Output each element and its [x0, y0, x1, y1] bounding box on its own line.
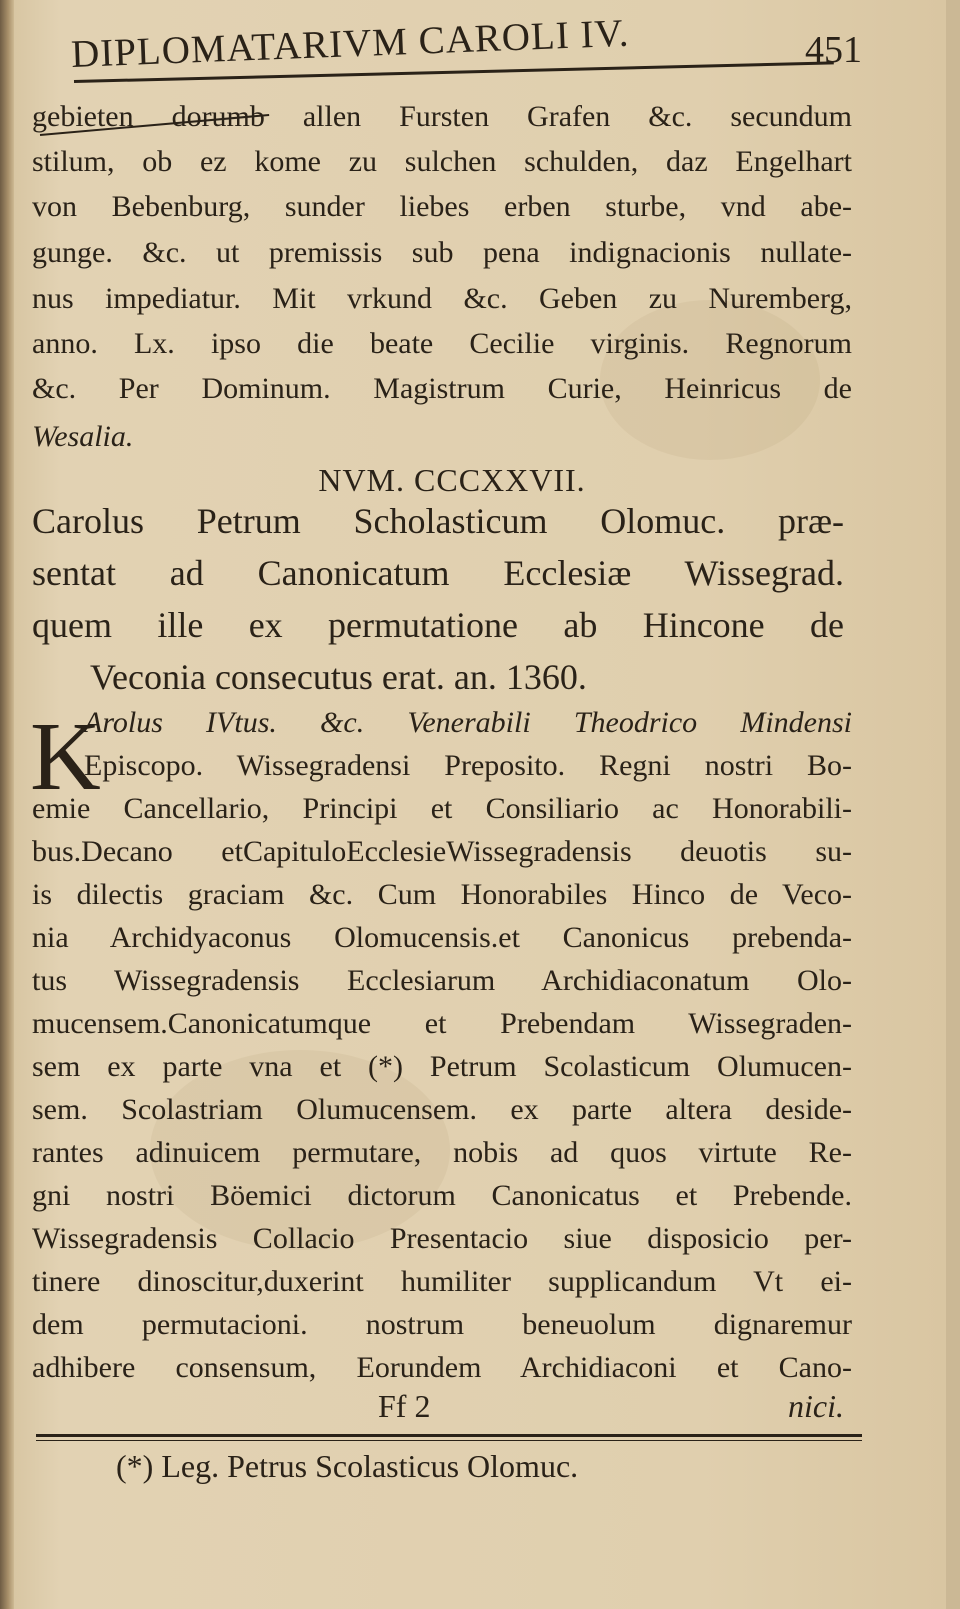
body-line: sem ex parte vna et (*) Petrum Scolasticum Olumucen-: [32, 1050, 852, 1083]
drop-initial: K: [30, 703, 101, 811]
catchword: nici.: [788, 1388, 844, 1424]
body-line: tinere dinoscitur,duxerint humiliter supplicandum Vt ei-: [32, 1265, 852, 1298]
body-line: is dilectis graciam &c. Cum Honorabiles Hinco de Veco-: [32, 878, 852, 911]
running-head-title: DIPLOMATARIVM CAROLI IV.: [70, 11, 631, 77]
body-line: nia Archidyaconus Olomucensis.et Canonicus prebenda-: [32, 921, 852, 954]
summary-line: quem ille ex permutatione ab Hincone de: [32, 605, 844, 645]
body-line: Episcopo. Wissegradensi Preposito. Regni nostri Bo-: [84, 749, 852, 782]
text-line: gunge. &c. ut premissis sub pena indignacionis nullate-: [32, 236, 852, 269]
body-line: dem permutacioni. nostrum beneuolum dignaremur: [32, 1308, 852, 1341]
footnote-rule: [36, 1434, 862, 1437]
signature-mark: Ff 2: [378, 1388, 431, 1424]
summary-line: sentat ad Canonicatum Ecclesiæ Wissegrad.: [32, 553, 844, 593]
text-line: nus impediatur. Mit vrkund &c. Geben zu Nuremberg,: [32, 282, 852, 315]
text-line: stilum, ob ez kome zu sulchen schulden, daz Engelhart: [32, 145, 852, 178]
text-line: &c. Per Dominum. Magistrum Curie, Heinricus de: [32, 372, 852, 405]
body-line: Arolus IVtus. &c. Venerabili Theodrico Mindensi: [84, 706, 852, 739]
binding-gutter: [0, 0, 14, 1609]
body-line: rantes adinuicem permutare, nobis ad quos virtute Re-: [32, 1136, 852, 1169]
text-line: anno. Lx. ipso die beate Cecilie virginis. Regnorum: [32, 327, 852, 360]
text-line: gebieten dorumb allen Fursten Grafen &c. secundum: [32, 100, 852, 133]
summary-line: Veconia consecutus erat. an. 1360.: [90, 657, 587, 697]
body-line: Wissegradensis Collacio Presentacio siue disposicio per-: [32, 1222, 852, 1255]
body-line: tus Wissegradensis Ecclesiarum Archidiaconatum Olo-: [32, 964, 852, 997]
body-line: mucensem.Canonicatumque et Prebendam Wissegraden-: [32, 1007, 852, 1040]
page-number: 451: [805, 29, 862, 71]
text-line: von Bebenburg, sunder liebes erben sturbe, vnd abe-: [32, 190, 852, 223]
body-line: adhibere consensum, Eorundem Archidiaconi et Cano-: [32, 1351, 852, 1384]
body-line: emie Cancellario, Principi et Consiliario ac Honorabili-: [32, 792, 852, 825]
summary-line: Carolus Petrum Scholasticum Olomuc. præ-: [32, 501, 844, 541]
body-line: gni nostri Böemici dictorum Canonicatus et Prebende.: [32, 1179, 852, 1212]
footnote: (*) Leg. Petrus Scolasticus Olomuc.: [116, 1448, 579, 1484]
footnote-rule-thin: [36, 1440, 862, 1441]
body-line: bus.Decano etCapituloEcclesieWissegradensis deuotis su-: [32, 835, 852, 868]
text-line: Wesalia.: [32, 420, 134, 453]
body-line: sem. Scolastriam Olumucensem. ex parte altera deside-: [32, 1093, 852, 1126]
document-number-heading: NVM. CCCXXVII.: [318, 462, 586, 498]
